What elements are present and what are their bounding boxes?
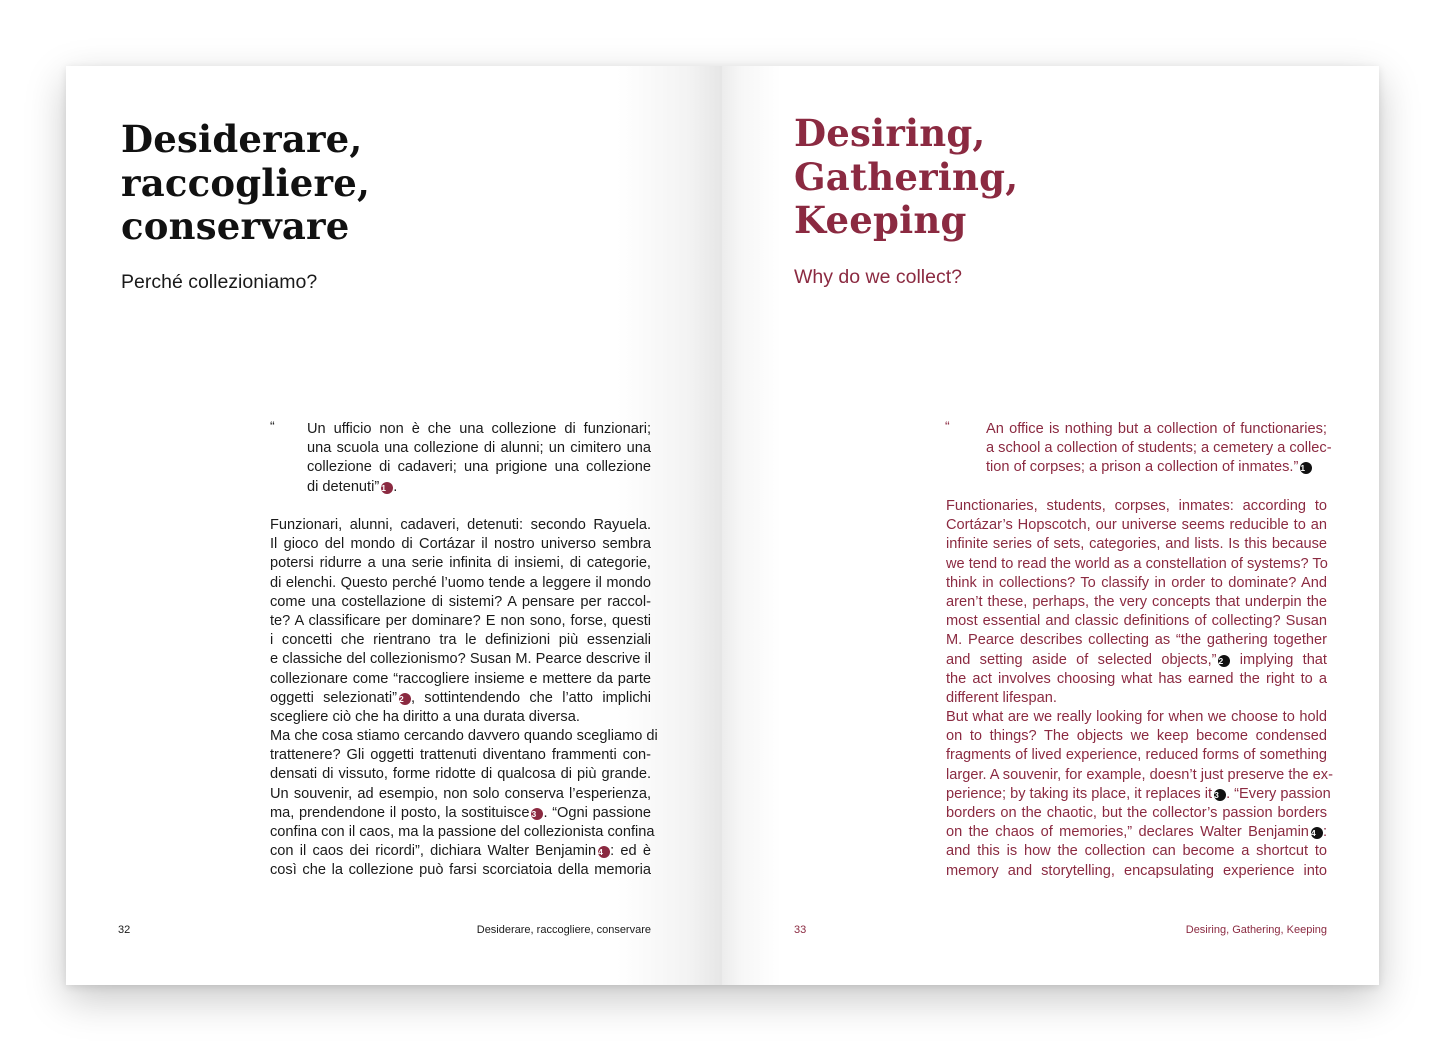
body-line: collezionare come “raccogliere insieme e mettere da parte <box>270 670 651 687</box>
body-line: Functionaries, students, corpses, inmates: according to <box>946 498 1327 514</box>
body-line-text: perience; by taking its place, it replaces it <box>946 785 1213 802</box>
body-line-text: on the chaos of memories,” declares Walter Benjamin <box>946 824 1309 841</box>
epigraph-quote <box>945 418 1332 478</box>
body-line <box>946 651 1327 670</box>
quote-mark: “ <box>945 418 950 434</box>
body-line <box>946 823 1327 842</box>
body-line: M. Pearce describes collecting as “the gathering together <box>946 632 1327 649</box>
body-line: scegliere ciò che ha diritto a una durata diversa. <box>270 708 580 725</box>
quote-line <box>307 478 651 497</box>
body-text <box>946 497 1333 881</box>
body-line <box>270 689 651 708</box>
quote-line: An office is nothing but a collection of functionaries; <box>986 421 1327 437</box>
body-line: the act involves choosing what has earned the right to a <box>946 670 1327 687</box>
quote-line-text: di detenuti” <box>307 478 380 495</box>
body-line: think in collections? To classify in order to dominate? And <box>946 574 1327 591</box>
title-line: raccogliere, <box>121 160 371 205</box>
running-header: Desiring, Gathering, Keeping <box>1185 924 1327 936</box>
footnote-marker-1[interactable]: 1 <box>381 482 393 494</box>
body-line-text: , sottintendendo che l’atto implichi <box>410 689 651 706</box>
footnote-marker-2[interactable]: 2 <box>399 693 411 705</box>
book-spread <box>66 66 1379 985</box>
body-line: Ma che cosa stiamo cercando davvero quando scegliamo di <box>270 728 658 745</box>
quote-line: collezione di cadaveri; una prigione una collezione <box>307 459 651 476</box>
body-line <box>270 804 651 823</box>
body-line-text: and setting aside of selected objects,” <box>946 651 1217 668</box>
footnote-marker-3[interactable]: 3 <box>531 808 543 820</box>
body-line <box>946 785 1331 804</box>
quote-line-text: tion of corpses; a prison a collection of inmates.” <box>986 459 1299 476</box>
page-title <box>794 112 1018 243</box>
page-subtitle: Perché collezioniamo? <box>121 271 318 293</box>
body-line-text: ma, prendendone il posto, la sostituisce <box>270 804 530 821</box>
footnote-marker-4[interactable]: 4 <box>598 846 610 858</box>
body-line: Il gioco del mondo di Cortázar il nostro universo sembra <box>270 536 651 553</box>
title-line: Keeping <box>794 198 967 242</box>
body-line: così che la collezione può farsi scorciatoia della memoria <box>270 862 651 879</box>
body-text <box>270 516 658 881</box>
body-line: But what are we really looking for when we choose to hold <box>946 709 1327 726</box>
left-page <box>66 66 722 985</box>
body-line: come una costellazione di sistemi? A pensare per raccol- <box>270 593 651 610</box>
title-line: Desiring, <box>794 111 986 155</box>
footnote-marker-3[interactable]: 3 <box>1214 789 1226 801</box>
body-line: infinite series of sets, categories, and lists. Is this because <box>946 536 1327 553</box>
body-line: te? A classificare per dominare? E non sono, forse, questi <box>270 612 651 629</box>
title-line: Gathering, <box>794 154 1019 199</box>
quote-line: a school a collection of students; a cemetery a collec- <box>986 440 1332 457</box>
footnote-marker-2[interactable]: 2 <box>1218 655 1230 667</box>
right-page <box>722 66 1379 985</box>
quote-line <box>986 458 1327 477</box>
body-line: most essential and classic definitions of collecting? Susan <box>946 613 1327 630</box>
body-line <box>270 842 651 861</box>
body-line: e classiche del collezionismo? Susan M. Pearce descrive il <box>270 651 651 668</box>
body-line: larger. A souvenir, for example, doesn’t just preserve the ex- <box>946 766 1333 783</box>
epigraph-quote <box>270 418 651 497</box>
body-line: Cortázar’s Hopscotch, our universe seems reducible to an <box>946 517 1327 534</box>
body-line-text: . “Ogni passione <box>543 804 651 821</box>
body-line: different lifespan. <box>946 689 1057 706</box>
body-line: trattenere? Gli oggetti trattenuti diventano frammenti con- <box>270 747 651 764</box>
page-subtitle: Why do we collect? <box>794 266 962 288</box>
body-line <box>270 516 651 535</box>
body-line: and this is how the collection can become a shortcut to <box>946 843 1327 860</box>
body-line-text: : ed è <box>610 843 652 860</box>
body-line: on to things? The objects we keep become condensed <box>946 728 1327 745</box>
body-line: potersi ridurre a una serie infinita di insiemi, di categorie, <box>270 555 651 572</box>
body-line-text: : <box>1322 824 1327 841</box>
body-line-text: con il caos dei ricordi”, dichiara Walter Benjamin <box>270 843 597 860</box>
quote-mark: “ <box>270 418 275 434</box>
body-line: memory and storytelling, encapsulating experience into <box>946 862 1327 879</box>
quote-end: . <box>393 478 398 495</box>
body-line: i concetti che rientrano tra le definizioni più essenziali <box>270 632 651 649</box>
footnote-marker-1[interactable]: 1 <box>1300 462 1312 474</box>
body-line-text: . “Every passion <box>1226 785 1331 802</box>
page-title <box>121 118 370 249</box>
quote-line: Un ufficio non è che una collezione di funzionari; <box>307 421 651 437</box>
running-header: Desiderare, raccogliere, conservare <box>476 924 651 936</box>
body-line-text: oggetti selezionati” <box>270 689 397 706</box>
body-line: we tend to read the world as a constellation of systems? To <box>946 555 1328 572</box>
body-line: fragments of lived experience, reduced forms of something <box>946 747 1327 764</box>
body-line: borders on the chaotic, but the collector’s passion borders <box>946 805 1327 821</box>
body-line: Un souvenir, ad esempio, non solo conserva l’esperienza, <box>270 785 651 802</box>
body-line-text: implying that <box>1230 651 1327 668</box>
body-line: confina con il caos, ma la passione del collezionista confina <box>270 824 655 840</box>
page-number: 33 <box>794 924 807 936</box>
title-line: conservare <box>121 204 350 248</box>
quote-line: una scuola una collezione di alunni; un cimitero una <box>307 440 651 457</box>
footnote-marker-4[interactable]: 4 <box>1311 827 1323 839</box>
body-line-text: Funzionari, alunni, cadaveri, detenuti: secondo Rayuela. <box>270 517 651 533</box>
body-line: di elenchi. Questo perché l’uomo tende a leggere il mondo <box>270 574 651 591</box>
body-line: aren’t these, perhaps, the very concepts that underpin the <box>946 593 1327 610</box>
body-line: densati di vissuto, forme ridotte di qualcosa di più grande. <box>270 766 651 783</box>
title-line: Desiderare, <box>121 117 363 161</box>
page-number: 32 <box>118 924 131 936</box>
